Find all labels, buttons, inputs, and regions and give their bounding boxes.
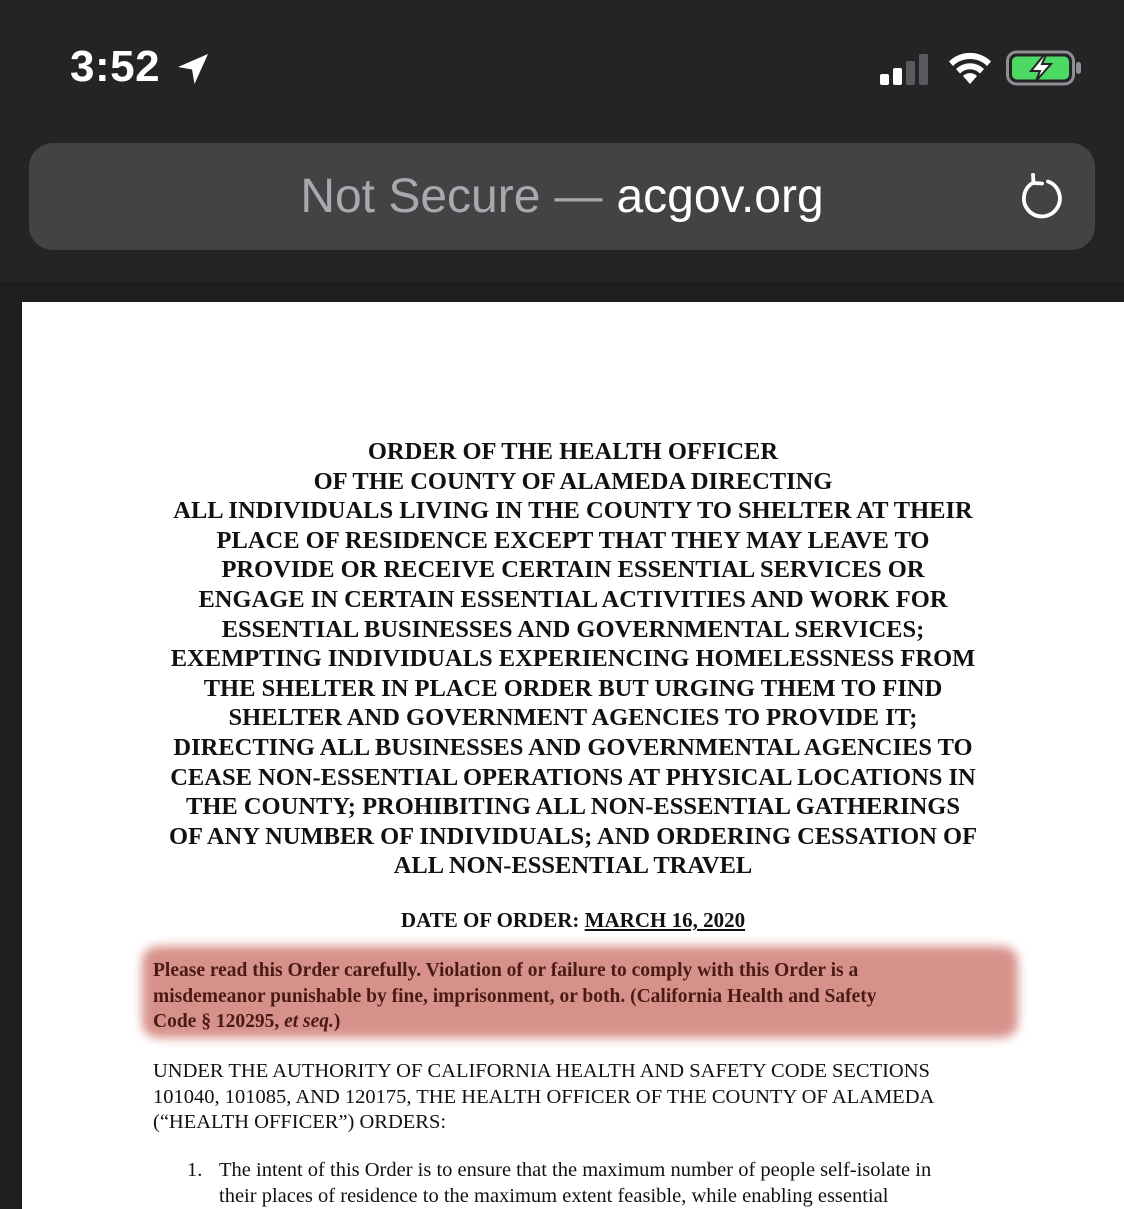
url-display[interactable]	[29, 143, 1095, 250]
title-line: DIRECTING ALL BUSINESSES AND GOVERNMENTAL AGENCIES TO	[173, 733, 973, 761]
clock-time: 3:52	[70, 42, 161, 91]
url-separator: —	[554, 170, 603, 223]
document-viewer[interactable]	[0, 282, 1124, 1209]
warning-line: Please read this Order carefully. Violation of or failure to comply with this Order is a	[153, 960, 859, 981]
title-line: ORDER OF THE HEALTH OFFICER	[367, 438, 779, 465]
title-line: ENGAGE IN CERTAIN ESSENTIAL ACTIVITIES AND WORK FOR	[198, 585, 948, 613]
title-line: ESSENTIAL BUSINESSES AND GOVERNMENTAL SERVICES;	[221, 615, 925, 643]
authority-line: 101040, 101085, AND 120175, THE HEALTH OFFICER OF THE COUNTY OF ALAMEDA	[153, 1085, 935, 1108]
warning-close: )	[333, 1011, 341, 1032]
item-number: 1.	[187, 1159, 203, 1181]
title-line: THE COUNTY; PROHIBITING ALL NON-ESSENTIAL GATHERINGS	[186, 793, 960, 821]
date-of-order	[22, 908, 1124, 933]
status-bar	[0, 0, 1124, 130]
title-line: PROVIDE OR RECEIVE CERTAIN ESSENTIAL SERVICES OR	[221, 556, 925, 584]
date-label: DATE OF ORDER:	[400, 908, 580, 932]
title-line: OF ANY NUMBER OF INDIVIDUALS; AND ORDERING CESSATION OF	[168, 822, 978, 850]
item-line: The intent of this Order is to ensure that the maximum number of people self-isolate in	[219, 1159, 932, 1181]
title-line: THE SHELTER IN PLACE ORDER BUT URGING THEM TO FIND	[203, 674, 943, 702]
warning-line: misdemeanor punishable by fine, imprisonment, or both. (California Health and Safety	[153, 985, 877, 1007]
warning-notice	[153, 958, 1023, 1035]
authority-paragraph	[153, 1059, 1053, 1136]
title-line: EXEMPTING INDIVIDUALS EXPERIENCING HOMELESSNESS FROM	[170, 645, 976, 673]
title-line: ALL INDIVIDUALS LIVING IN THE COUNTY TO SHELTER AT THEIR	[173, 497, 973, 525]
order-title	[22, 437, 1124, 881]
date-value: MARCH 16, 2020	[584, 908, 746, 932]
warning-line	[153, 1009, 1023, 1035]
item-line: their places of residence to the maximum extent feasible, while enabling essential	[219, 1184, 889, 1207]
title-line: OF THE COUNTY OF ALAMEDA DIRECTING	[313, 467, 833, 495]
battery-charging-icon	[1006, 50, 1084, 86]
warning-et-seq: et seq.	[284, 1011, 334, 1032]
address-bar[interactable]	[29, 143, 1095, 250]
location-arrow-icon	[176, 52, 210, 86]
cellular-signal-icon	[880, 52, 934, 86]
document-page	[22, 302, 1124, 1209]
title-line: SHELTER AND GOVERNMENT AGENCIES TO PROVIDE IT;	[228, 704, 918, 732]
authority-line: (“HEALTH OFFICER”) ORDERS:	[153, 1111, 447, 1134]
title-line: ALL NON-ESSENTIAL TRAVEL	[393, 852, 753, 880]
security-label: Not Secure	[300, 170, 541, 223]
wifi-icon	[946, 50, 994, 86]
reload-icon[interactable]	[1019, 173, 1067, 221]
authority-line: UNDER THE AUTHORITY OF CALIFORNIA HEALTH AND SAFETY CODE SECTIONS	[153, 1060, 930, 1082]
title-line: PLACE OF RESIDENCE EXCEPT THAT THEY MAY LEAVE TO	[216, 526, 930, 554]
url-domain: acgov.org	[616, 170, 824, 223]
title-line: CEASE NON-ESSENTIAL OPERATIONS AT PHYSICAL LOCATIONS IN	[170, 763, 976, 791]
item-text	[219, 1158, 931, 1209]
warning-code: Code § 120295,	[153, 1011, 285, 1032]
